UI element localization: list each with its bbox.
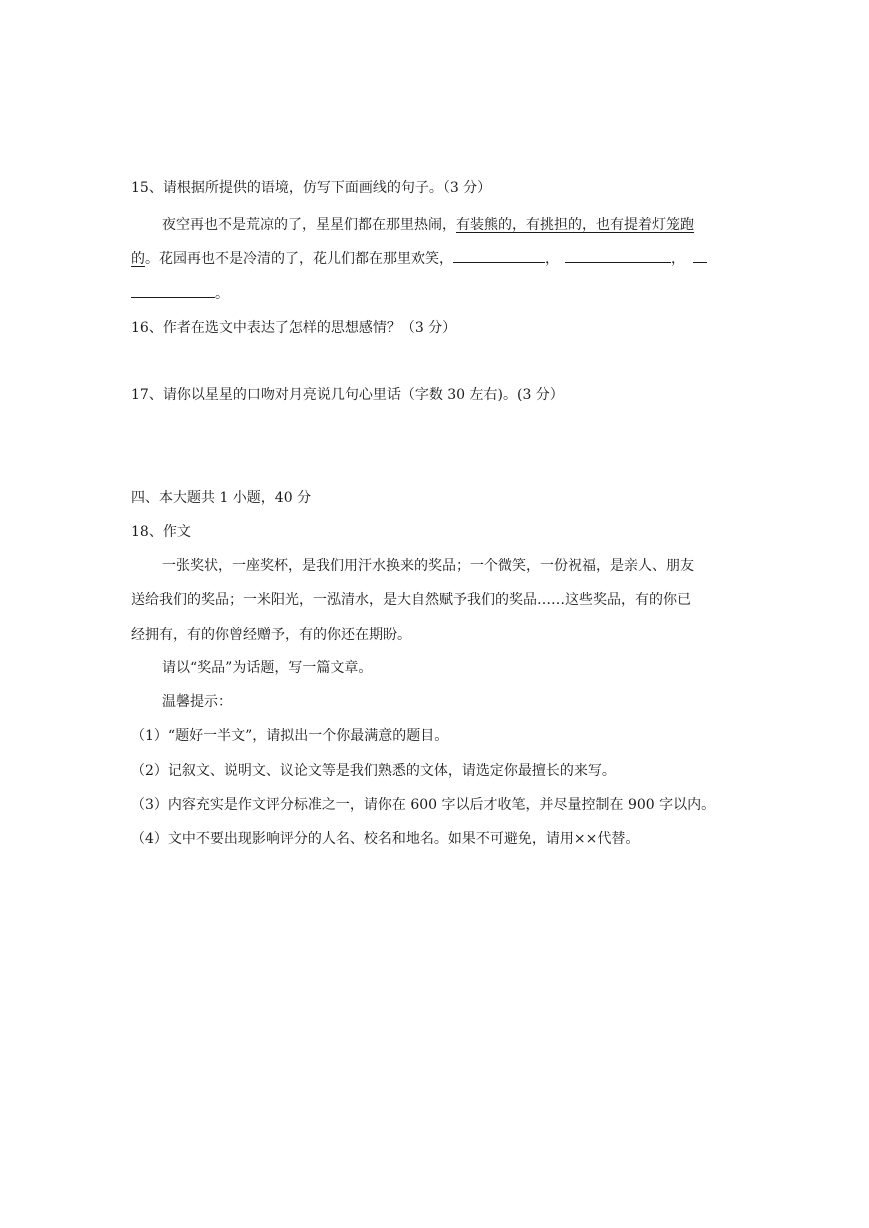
question-15-prompt: 15、请根据所提供的语境，仿写下面画线的句子。（3 分） [131, 180, 492, 196]
blank-separator: ， [671, 251, 685, 267]
blank-separator: ， [545, 251, 559, 267]
question-16-prompt: 16、作者在选文中表达了怎样的思想感情？（3 分） [131, 320, 457, 336]
tip-item-3: （3）内容充实是作文评分标准之一，请你在 600 字以后才收笔，并尽量控制在 900 字以内。 [131, 797, 716, 813]
tip-item-2: （2）记叙文、说明文、议论文等是我们熟悉的文体，请选定你最擅长的来写。 [131, 763, 616, 779]
question-18-prompt: 18、作文 [131, 524, 191, 540]
essay-passage-line-1: 一张奖状，一座奖杯，是我们用汗水换来的奖品；一个微笑，一份祝福，是亲人、朋友 [162, 558, 694, 574]
tip-item-4: （4）文中不要出现影响评分的人名、校名和地名。如果不可避免，请用××代替。 [131, 831, 640, 847]
sentence-end: 。 [215, 286, 229, 302]
question-15-context-line-2 [131, 248, 707, 269]
context-plain-text-2: 。花园再也不是冷清的了，花儿们都在那里欢笑， [145, 251, 453, 267]
essay-instruction: 请以“奖品”为话题，写一篇文章。 [162, 660, 373, 676]
question-17-prompt: 17、请你以星星的口吻对月亮说几句心里话（字数 30 左右)。(3 分） [131, 387, 564, 403]
underlined-sentence-end: 的 [131, 251, 145, 267]
essay-passage-line-2: 送给我们的奖品；一米阳光，一泓清水，是大自然赋予我们的奖品……这些奖品，有的你已 [131, 592, 691, 608]
answer-blank-2[interactable] [565, 248, 671, 263]
answer-blank-3-start[interactable] [693, 248, 707, 263]
underlined-sentence: 有装熊的，有挑担的，也有提着灯笼跑 [456, 217, 694, 233]
question-15-context-line-1 [162, 215, 694, 235]
tip-item-1: （1）“题好一半文”，请拟出一个你最满意的题目。 [131, 728, 449, 744]
tips-heading: 温馨提示： [162, 694, 232, 710]
answer-blank-3-end[interactable] [131, 283, 215, 298]
context-plain-text: 夜空再也不是荒凉的了，星星们都在那里热闹， [162, 217, 456, 233]
question-15-context-line-3 [131, 283, 229, 304]
answer-blank-1[interactable] [453, 248, 545, 263]
essay-passage-line-3: 经拥有，有的你曾经赠予，有的你还在期盼。 [131, 627, 411, 643]
section-4-heading: 四、本大题共 1 小题，40 分 [131, 490, 312, 506]
